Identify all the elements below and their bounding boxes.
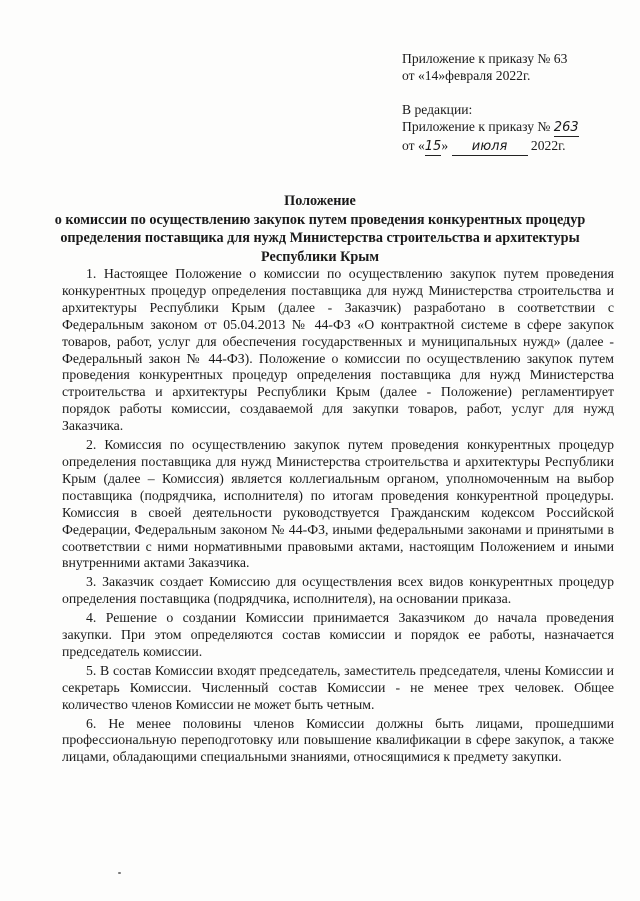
document-body bbox=[62, 266, 614, 768]
title-heading: Положение bbox=[284, 193, 356, 209]
paragraph-5: 5. В состав Комиссии входят председатель, заместитель председателя, члены Комиссии и секретарь Комиссии. Численный состав Комиссии - не менее трех человек. Общее количество членов Комиссии не может быть четным. bbox=[62, 662, 614, 712]
order-annex-header bbox=[402, 50, 622, 156]
annex-line: Приложение к приказу № 63 bbox=[402, 51, 568, 66]
title-subject: о комиссии по осуществлению закупок путем проведения конкурентных процедур определения поставщика для нужд Министерства строительства и архитектуры Республики Крым bbox=[54, 211, 586, 265]
paragraph-2: 2. Комиссия по осуществлению закупок путем проведения конкурентных процедур определения поставщика для нужд Министерства строительства и архитектуры Республики Крым (далее – Комиссия) является коллегиальным органом, уполномоченным на выбор поставщика (подрядчика, исполнителя) по итогам проведения конкурентной процедуры. Комиссия в своей деятельности руководствуется Гражданским кодексом Российской Федерации, Федеральным законом № 44-ФЗ, иными федеральными законами и принятыми в соответствии с ними нормативными правовыми актами, настоящим Положением и иными внутренними актами Заказчика. bbox=[62, 437, 614, 571]
handwritten-order-number: 263 bbox=[553, 120, 579, 135]
scan-speck bbox=[118, 872, 121, 874]
paragraph-3: 3. Заказчик создает Комиссию для осуществления всех видов конкурентных процедур определения поставщика (подрядчика, исполнителя), на основании приказа. bbox=[62, 574, 614, 607]
annex-date: от «14»февраля 2022г. bbox=[402, 68, 531, 83]
handwritten-month: июля bbox=[452, 138, 528, 156]
revision-annex-line: Приложение к приказу № 263 bbox=[402, 119, 579, 135]
document-title bbox=[40, 192, 600, 266]
paragraph-4: 4. Решение о создании Комиссии принимается Заказчиком до начала проведения закупки. При этом определяются состав комиссии и порядок ее работы, назначается председатель комиссии. bbox=[62, 610, 614, 659]
revision-date-line: от «15» июля 2022г. bbox=[402, 138, 566, 154]
paragraph-1: 1. Настоящее Положение о комиссии по осуществлению закупок путем проведения конкурентных процедур определения поставщика для нужд Министерства строительства и архитектуры Республики Крым (далее - Заказчик) разработано в соответствии с Федеральным законом от 05.04.2013 № 44-ФЗ «О контрактной системе в сфере закупок товаров, работ, услуг для обеспечения государственных и муниципальных нужд» (далее - Федеральный закон № 44-ФЗ). Положение о комиссии по осуществлению закупок путем проведения конкурентных процедур определения поставщика для нужд Министерства строительства и архитектуры Республики Крым (далее - Положение) регламентирует порядок работы комиссии, создаваемой для закупки товаров, работ, услуг для нужд Заказчика. bbox=[62, 266, 614, 434]
revision-label: В редакции: bbox=[402, 102, 473, 117]
handwritten-day: 15 bbox=[424, 139, 442, 154]
paragraph-6: 6. Не менее половины членов Комиссии должны быть лицами, прошедшими профессиональную переподготовку или повышение квалификации в сфере закупок, а также лицами, обладающими специальными знаниями, относящимися к предмету закупки. bbox=[62, 715, 614, 765]
